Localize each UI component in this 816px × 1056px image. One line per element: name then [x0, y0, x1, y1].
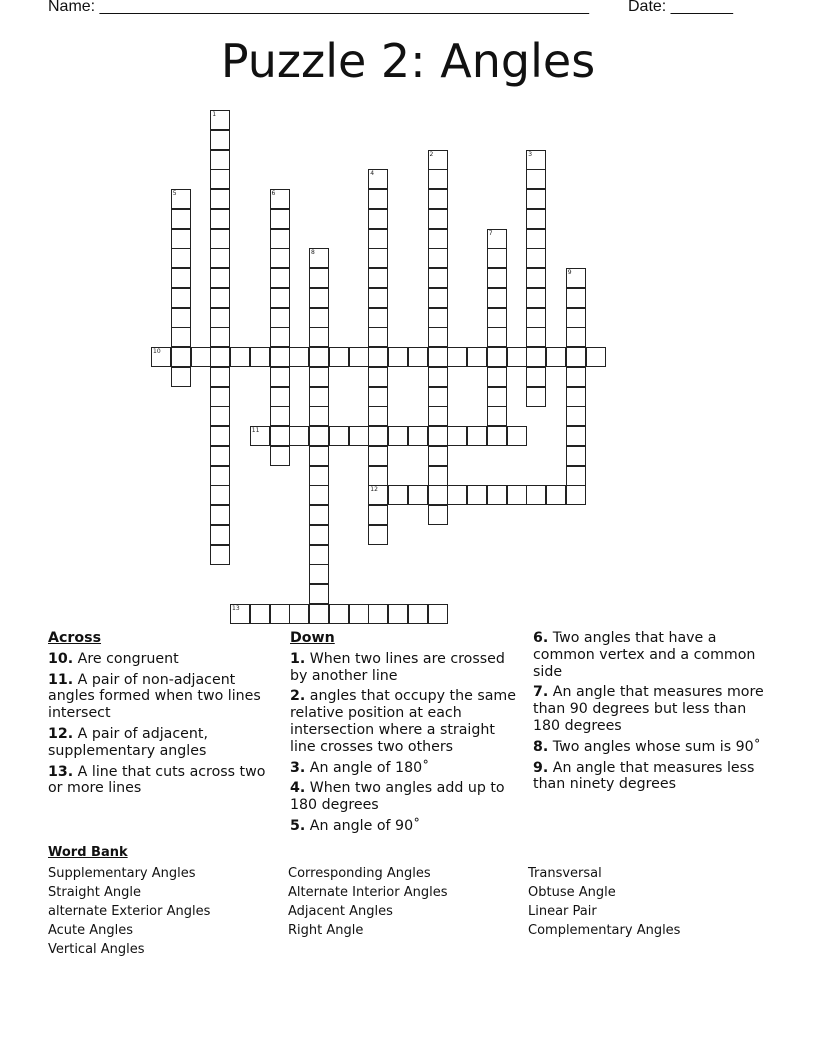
grid-cell[interactable] — [566, 327, 586, 347]
grid-cell[interactable] — [566, 406, 586, 426]
grid-cell[interactable] — [526, 308, 546, 328]
grid-cell[interactable] — [487, 308, 507, 328]
grid-cell[interactable] — [447, 347, 467, 367]
grid-cell[interactable] — [270, 406, 290, 426]
clue-number-label: 7 — [488, 229, 493, 237]
grid-cell[interactable] — [270, 446, 290, 466]
clue-number-label: 12 — [370, 486, 378, 494]
clue-number-label: 2 — [429, 150, 434, 158]
grid-cell[interactable] — [428, 288, 448, 308]
grid-cell[interactable] — [487, 485, 507, 505]
word-bank-item: Adjacent Angles — [288, 904, 393, 919]
grid-cell[interactable] — [487, 268, 507, 288]
clue-number-label: 9 — [567, 269, 572, 276]
grid-cell[interactable] — [329, 604, 349, 624]
clue-down-4: 4. When two angles add up to 180 degrees — [290, 780, 505, 814]
grid-cell[interactable] — [546, 485, 566, 505]
clue-number-label: 3 — [528, 150, 533, 158]
grid-cell[interactable] — [210, 288, 230, 308]
grid-cell[interactable] — [408, 604, 428, 624]
grid-cell[interactable] — [408, 347, 428, 367]
grid-cell[interactable] — [171, 347, 191, 367]
grid-cell[interactable] — [428, 367, 448, 387]
grid-cell[interactable] — [270, 367, 290, 387]
grid-cell[interactable] — [270, 327, 290, 347]
grid-cell[interactable] — [526, 209, 546, 229]
grid-cell[interactable] — [270, 387, 290, 407]
clue-down-6: 6. Two angles that have a common vertex and a common side — [533, 630, 756, 680]
grid-cell[interactable] — [191, 347, 211, 367]
grid-cell[interactable] — [526, 367, 546, 387]
down-heading: Down — [290, 630, 335, 646]
clue-number-label: 6 — [271, 190, 276, 197]
grid-cell[interactable] — [171, 209, 191, 229]
grid-cell[interactable] — [428, 308, 448, 328]
clue-across-11: 11. A pair of non-adjacent angles formed when two lines intersect — [48, 671, 261, 722]
clue-down-8: 8. Two angles whose sum is 90˚ — [533, 738, 761, 755]
grid-cell[interactable] — [428, 426, 448, 446]
grid-cell[interactable] — [428, 169, 448, 189]
grid-cell[interactable] — [270, 308, 290, 328]
across-heading: Across — [48, 630, 102, 646]
grid-cell[interactable] — [368, 604, 388, 624]
grid-cell[interactable] — [487, 347, 507, 367]
word-bank-item: Transversal — [528, 866, 602, 881]
grid-cell[interactable] — [171, 367, 191, 387]
grid-cell[interactable] — [428, 446, 448, 466]
clue-down-7: 7. An angle that measures more than 90 degrees but less than 180 degrees — [533, 684, 764, 734]
grid-cell[interactable] — [210, 150, 230, 170]
grid-cell[interactable] — [428, 347, 448, 367]
grid-cell[interactable] — [428, 485, 448, 505]
grid-cell[interactable] — [309, 327, 329, 347]
grid-cell[interactable] — [210, 347, 230, 367]
grid-cell[interactable] — [250, 604, 270, 624]
grid-cell[interactable] — [428, 248, 448, 268]
grid-cell[interactable] — [566, 426, 586, 446]
grid-cell[interactable] — [230, 347, 250, 367]
grid-cell[interactable] — [210, 367, 230, 387]
grid-cell[interactable] — [210, 505, 230, 525]
word-bank-item: Vertical Angles — [48, 942, 145, 957]
grid-cell[interactable] — [368, 347, 388, 367]
word-bank-column-1 — [48, 864, 210, 959]
grid-cell[interactable] — [171, 308, 191, 328]
grid-cell[interactable] — [210, 387, 230, 407]
grid-cell[interactable] — [289, 347, 309, 367]
grid-cell[interactable] — [368, 387, 388, 407]
grid-cell[interactable] — [309, 387, 329, 407]
grid-cell[interactable] — [210, 525, 230, 545]
across-clues — [48, 630, 280, 801]
grid-cell[interactable] — [428, 189, 448, 209]
grid-cell[interactable] — [447, 426, 467, 446]
grid-cell[interactable] — [566, 446, 586, 466]
grid-cell[interactable] — [546, 347, 566, 367]
grid-cell[interactable] — [467, 426, 487, 446]
grid-cell[interactable] — [428, 327, 448, 347]
grid-cell[interactable] — [586, 347, 606, 367]
grid-cell[interactable] — [487, 288, 507, 308]
grid-cell[interactable] — [210, 229, 230, 249]
page-title: Puzzle 2: Angles — [220, 34, 596, 88]
grid-cell[interactable] — [487, 406, 507, 426]
clue-down-3: 3. An angle of 180˚ — [290, 759, 430, 776]
word-bank-column-3 — [528, 864, 680, 940]
grid-cell[interactable] — [507, 347, 527, 367]
grid-cell[interactable] — [270, 209, 290, 229]
grid-cell[interactable] — [467, 347, 487, 367]
grid-cell[interactable] — [368, 505, 388, 525]
grid-cell[interactable] — [171, 327, 191, 347]
grid-cell[interactable] — [210, 426, 230, 446]
grid-cell[interactable] — [507, 426, 527, 446]
grid-cell[interactable] — [487, 426, 507, 446]
grid-cell[interactable] — [210, 446, 230, 466]
grid-cell[interactable] — [368, 209, 388, 229]
grid-cell[interactable] — [309, 426, 329, 446]
grid-cell[interactable] — [566, 466, 586, 486]
grid-cell[interactable] — [210, 248, 230, 268]
grid-cell[interactable] — [309, 268, 329, 288]
word-bank-item: Supplementary Angles — [48, 866, 196, 881]
grid-cell[interactable] — [368, 466, 388, 486]
word-bank-title: Word Bank — [48, 845, 128, 860]
word-bank-item: Corresponding Angles — [288, 866, 431, 881]
clue-down-2: 2. angles that occupy the same relative position at each intersection where a straight line crosses two others — [290, 688, 516, 755]
grid-cell[interactable] — [566, 485, 586, 505]
grid-cell[interactable] — [349, 426, 369, 446]
grid-cell[interactable] — [388, 604, 408, 624]
grid-cell[interactable] — [368, 268, 388, 288]
grid-cell[interactable] — [270, 604, 290, 624]
word-bank-item: Alternate Interior Angles — [288, 885, 448, 900]
grid-cell[interactable] — [210, 545, 230, 565]
grid-cell[interactable] — [388, 347, 408, 367]
grid-cell[interactable] — [428, 505, 448, 525]
grid-cell[interactable] — [408, 426, 428, 446]
grid-cell[interactable] — [428, 406, 448, 426]
grid-cell[interactable] — [526, 248, 546, 268]
grid-cell[interactable] — [309, 545, 329, 565]
clue-number-label: 8 — [311, 249, 315, 257]
grid-cell[interactable] — [368, 288, 388, 308]
grid-cell[interactable] — [329, 347, 349, 367]
grid-cell[interactable] — [526, 327, 546, 347]
grid-cell[interactable] — [566, 387, 586, 407]
grid-cell[interactable] — [428, 229, 448, 249]
grid-cell[interactable] — [210, 169, 230, 189]
grid-cell[interactable] — [447, 485, 467, 505]
grid-cell[interactable] — [526, 229, 546, 249]
grid-cell[interactable] — [487, 248, 507, 268]
grid-cell[interactable] — [368, 308, 388, 328]
grid-cell[interactable] — [388, 426, 408, 446]
grid-cell[interactable] — [309, 406, 329, 426]
grid-cell[interactable] — [171, 248, 191, 268]
grid-cell[interactable] — [526, 485, 546, 505]
grid-cell[interactable] — [309, 604, 329, 624]
grid-cell[interactable] — [566, 347, 586, 367]
grid-cell[interactable] — [309, 446, 329, 466]
grid-cell[interactable] — [526, 387, 546, 407]
down-clues-continued — [533, 630, 769, 797]
grid-cell[interactable] — [526, 347, 546, 367]
grid-cell[interactable] — [309, 485, 329, 505]
grid-cell[interactable] — [270, 268, 290, 288]
grid-cell[interactable] — [210, 406, 230, 426]
grid-cell[interactable] — [368, 446, 388, 466]
grid-cell[interactable] — [368, 248, 388, 268]
clue-down-1: 1. When two lines are crossed by another line — [290, 650, 505, 684]
grid-cell[interactable] — [388, 485, 408, 505]
word-bank-item: Right Angle — [288, 923, 364, 938]
grid-cell[interactable] — [270, 347, 290, 367]
grid-cell[interactable] — [349, 604, 369, 624]
word-bank-item: Linear Pair — [528, 904, 597, 919]
grid-cell[interactable] — [566, 367, 586, 387]
grid-cell[interactable] — [309, 367, 329, 387]
grid-cell[interactable] — [309, 564, 329, 584]
grid-cell[interactable] — [289, 426, 309, 446]
grid-cell[interactable] — [309, 308, 329, 328]
grid-cell[interactable] — [309, 288, 329, 308]
grid-cell[interactable] — [309, 584, 329, 604]
clue-across-10: 10. Are congruent — [48, 650, 179, 667]
grid-cell[interactable] — [368, 189, 388, 209]
grid-cell[interactable] — [210, 268, 230, 288]
grid-cell[interactable] — [428, 209, 448, 229]
grid-cell[interactable] — [270, 288, 290, 308]
grid-cell[interactable] — [507, 485, 527, 505]
clue-number-label: 5 — [172, 190, 177, 197]
grid-cell[interactable] — [428, 604, 448, 624]
grid-cell[interactable] — [487, 367, 507, 387]
grid-cell[interactable] — [368, 367, 388, 387]
grid-cell[interactable] — [487, 387, 507, 407]
grid-cell[interactable] — [270, 229, 290, 249]
grid-cell[interactable] — [349, 347, 369, 367]
grid-cell[interactable] — [526, 268, 546, 288]
down-clues — [290, 630, 522, 839]
grid-cell[interactable] — [210, 130, 230, 150]
grid-cell[interactable] — [210, 189, 230, 209]
clue-down-5: 5. An angle of 90˚ — [290, 817, 421, 834]
grid-cell[interactable] — [309, 525, 329, 545]
grid-cell[interactable] — [566, 288, 586, 308]
grid-cell[interactable] — [270, 248, 290, 268]
grid-cell[interactable] — [309, 347, 329, 367]
clue-down-9: 9. An angle that measures less than ninety degrees — [533, 759, 755, 793]
clue-number-label: 10 — [153, 348, 161, 355]
grid-cell[interactable] — [526, 288, 546, 308]
grid-cell[interactable] — [171, 229, 191, 249]
clue-across-13: 13. A line that cuts across two or more lines — [48, 763, 266, 797]
clue-across-12: 12. A pair of adjacent, supplementary angles — [48, 725, 208, 759]
grid-cell[interactable] — [467, 485, 487, 505]
grid-cell[interactable] — [210, 209, 230, 229]
grid-cell[interactable] — [487, 327, 507, 347]
clue-number-label: 11 — [251, 427, 260, 434]
word-bank-item: Acute Angles — [48, 923, 134, 938]
grid-cell[interactable] — [171, 288, 191, 308]
grid-cell[interactable] — [428, 387, 448, 407]
grid-cell[interactable] — [368, 327, 388, 347]
grid-cell[interactable] — [289, 604, 309, 624]
clue-number-label: 13 — [232, 604, 240, 612]
word-bank-item: Obtuse Angle — [528, 885, 616, 900]
grid-cell[interactable] — [368, 426, 388, 446]
grid-cell[interactable] — [526, 169, 546, 189]
grid-cell[interactable] — [210, 327, 230, 347]
grid-cell[interactable] — [329, 426, 349, 446]
grid-cell[interactable] — [309, 505, 329, 525]
grid-cell[interactable] — [408, 485, 428, 505]
grid-cell[interactable] — [210, 308, 230, 328]
grid-cell[interactable] — [368, 525, 388, 545]
grid-cell[interactable] — [526, 189, 546, 209]
grid-cell[interactable] — [210, 485, 230, 505]
clue-number-label: 4 — [370, 170, 375, 178]
clue-number-label: 1 — [212, 111, 217, 118]
grid-cell[interactable] — [368, 406, 388, 426]
grid-cell[interactable] — [428, 466, 448, 486]
grid-cell[interactable] — [566, 308, 586, 328]
grid-cell[interactable] — [368, 229, 388, 249]
word-bank-column-2 — [288, 864, 447, 940]
grid-cell[interactable] — [270, 426, 290, 446]
grid-cell[interactable] — [309, 466, 329, 486]
grid-cell[interactable] — [250, 347, 270, 367]
grid-cell[interactable] — [428, 268, 448, 288]
grid-cell[interactable] — [210, 466, 230, 486]
name-field[interactable]: Name: _______________________________________________________ — [48, 0, 589, 15]
word-bank-item: alternate Exterior Angles — [48, 904, 211, 919]
date-field[interactable]: Date: _______ — [628, 0, 733, 15]
word-bank-item: Straight Angle — [48, 885, 141, 900]
word-bank-item: Complementary Angles — [528, 923, 681, 938]
grid-cell[interactable] — [171, 268, 191, 288]
